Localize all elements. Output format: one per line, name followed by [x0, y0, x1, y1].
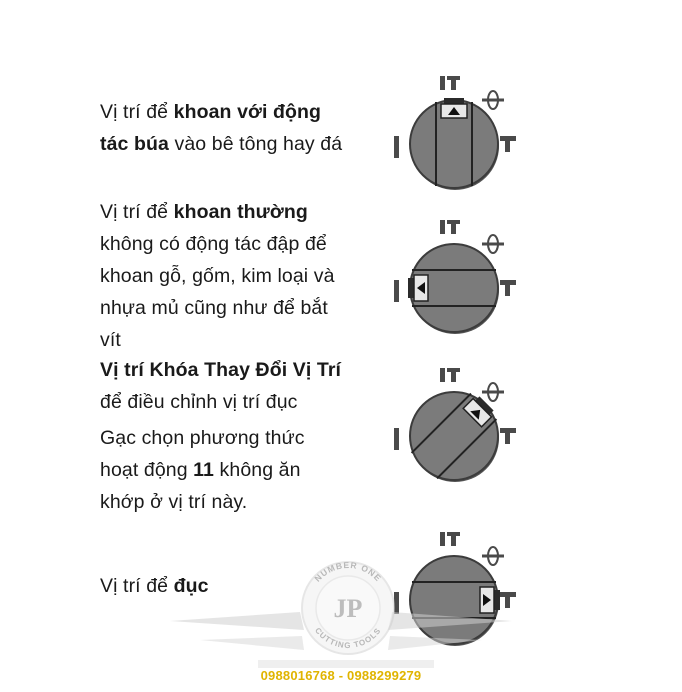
text-line: vít: [100, 329, 121, 351]
text-line: để điều chỉnh vị trí đục: [100, 391, 298, 413]
text-line: nhựa mủ cũng như để bắt: [100, 297, 328, 319]
text-line: hoạt động 11 không ăn: [100, 459, 301, 481]
text-line: Vị trí để đục: [100, 575, 209, 597]
watermark-phones: 0988016768 - 0988299279: [260, 668, 422, 683]
text-line: Vị trí Khóa Thay Đổi Vị Trí: [100, 359, 342, 381]
text-line: Vị trí để khoan với động: [100, 101, 322, 123]
text-line: khớp ở vị trí này.: [100, 491, 248, 513]
text-line: Vị trí để khoan thường: [100, 201, 308, 223]
text-line: Gạc chọn phương thức: [100, 427, 305, 449]
watermark-ring-bottom: CUTTING TOOLS: [313, 625, 383, 650]
text-line: khoan gỗ, gốm, kim loại và: [100, 265, 335, 287]
watermark-ring-top: NUMBER ONE: [312, 559, 384, 584]
text-line: không có động tác đập để: [100, 233, 327, 255]
text-line: tác búa vào bê tông hay đá: [100, 133, 343, 155]
watermark-center-text: JP: [333, 594, 363, 623]
